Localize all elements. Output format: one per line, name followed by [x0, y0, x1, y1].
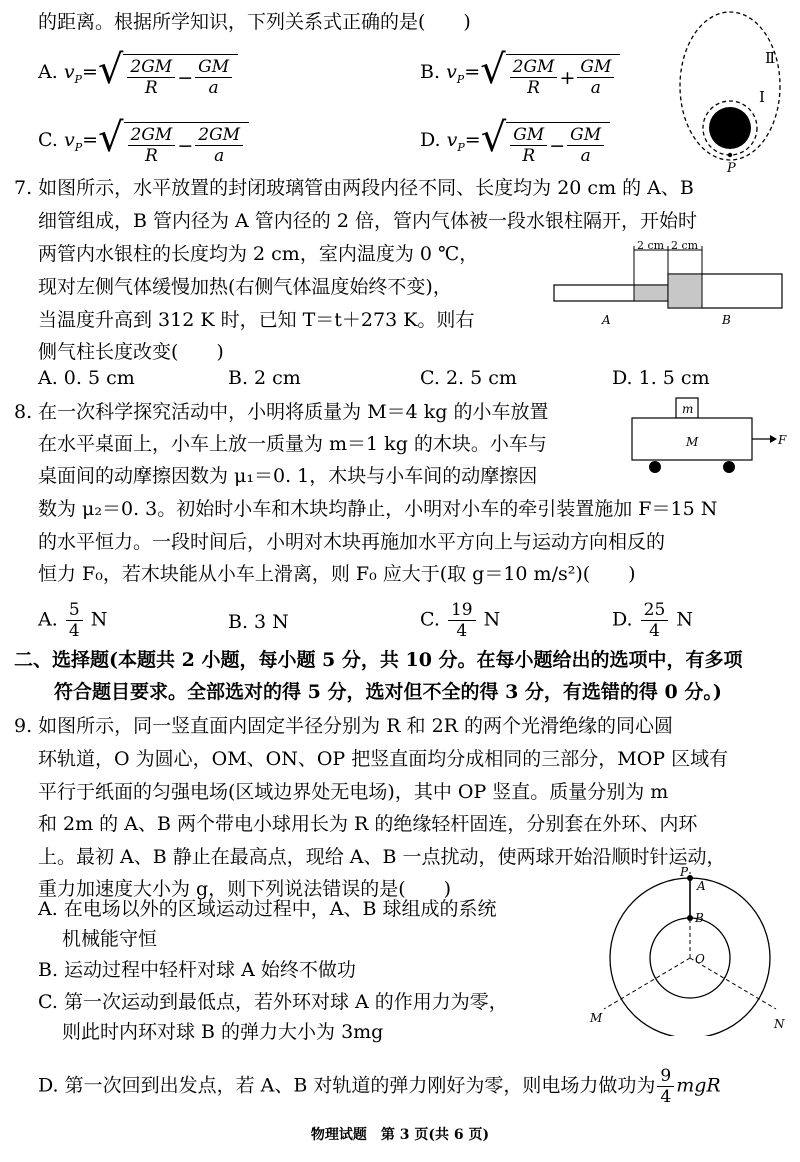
line-om	[604, 958, 690, 1009]
q7-option-a: A. 0. 5 cm	[38, 367, 135, 389]
q6-stem-tail: 的距离。根据所学知识，下列关系式正确的是( )	[38, 11, 471, 33]
q9-option-a-line-2: 机械能守恒	[62, 928, 158, 950]
q6-option-d: D. $v_P=$ √ $\frac{GM}{R}$ − $\frac{GM}{a}$	[420, 116, 610, 166]
mercury-b	[668, 274, 702, 308]
q9-line-2: 环轨道，O 为圆心，OM、ON、OP 把竖直面均分成相同的三部分，MOP 区域有	[38, 748, 729, 770]
q9-line-4: 和 2m 的 A、B 两个带电小球用长为 R 的绝缘轻杆固连，分别套在外环、内环	[38, 813, 698, 835]
label-cart-m: M	[686, 435, 699, 449]
q7-line-5: 当温度升高到 312 K 时，已知 T＝t＋273 K。则右	[38, 309, 475, 331]
q9-line-6: 重力加速度大小为 g，则下列说法错误的是( )	[38, 878, 452, 900]
wheel-right	[723, 461, 735, 473]
q7-line-3: 两管内水银柱的长度均为 2 cm，室内温度为 0 ℃，	[38, 243, 479, 265]
q7-option-c: C. 2. 5 cm	[420, 367, 517, 389]
q6-option-c: C. $v_P=$ √ $\frac{2GM}{R}$ − $\frac{2GM}{a}$	[38, 116, 249, 166]
q7-line-6: 侧气柱长度改变( )	[38, 341, 224, 363]
q9-option-a-line-1: A. 在电场以外的区域运动过程中，A、B 球组成的系统	[38, 898, 497, 920]
q7-line-4: 现对左侧气体缓慢加热(右侧气体温度始终不变)，	[38, 276, 452, 298]
q9-option-b: B. 运动过程中轻杆对球 A 始终不做功	[38, 959, 356, 981]
q8-line-2: 在水平桌面上，小车上放一质量为 m＝1 kg 的木块。小车与	[38, 433, 547, 455]
q9-ring-figure	[584, 866, 794, 1036]
label-force-f: F	[778, 433, 787, 447]
q8-line-3: 桌面间的动摩擦因数为 μ₁＝0. 1，木块与小车间的动摩擦因	[38, 465, 538, 487]
label-point-p: P	[727, 161, 736, 176]
q6-option-a-label: A.	[38, 61, 58, 83]
q8-line-4: 数为 μ₂＝0. 3。初始时小车和木块均静止，小明对小车的牵引装置施加 F＝15 N	[38, 498, 718, 520]
point-p	[728, 153, 732, 157]
q9-option-c-line-1: C. 第一次运动到最低点，若外环对球 A 的作用力为零，	[38, 991, 508, 1013]
label-a: A	[697, 879, 706, 893]
label-p: P	[680, 866, 689, 879]
q8-line-5: 的水平恒力。一段时间后，小明对木块再施加水平方向上与运动方向相反的	[38, 531, 666, 553]
label-b: B	[695, 911, 704, 925]
label-orbit-ii: Ⅱ	[765, 49, 776, 67]
planet-disc	[709, 107, 751, 149]
label-tube-b: B	[722, 313, 731, 327]
label-tube-a: A	[602, 313, 611, 327]
label-block-m: m	[682, 402, 694, 416]
q6-option-d-label: D.	[420, 129, 441, 151]
q7-line-2: 细管组成，B 管内径为 A 管内径的 2 倍，管内气体被一段水银柱隔开，开始时	[38, 210, 697, 232]
q7-option-b: B. 2 cm	[228, 367, 301, 389]
q7-line-1: 7. 如图所示，水平放置的封闭玻璃管由两段内径不同、长度均为 20 cm 的 A、B	[14, 177, 694, 199]
q8-cart-figure	[628, 394, 788, 480]
page-footer: 物理试题 第 3 页(共 6 页)	[310, 1127, 490, 1143]
q8-option-b: B. 3 N	[228, 611, 289, 633]
label-o: O	[695, 952, 705, 966]
q9-option-d: D. 第一次回到出发点，若 A、B 对轨道的弹力刚好为零，则电场力做功为 $\frac{9}{4}$ mgR	[38, 1066, 721, 1107]
q7-option-d: D. 1. 5 cm	[612, 367, 710, 389]
label-orbit-i: Ⅰ	[759, 88, 765, 106]
label-m: M	[590, 1011, 603, 1025]
wheel-left	[649, 461, 661, 473]
force-arrowhead	[770, 435, 777, 443]
q7-tube-figure	[550, 238, 790, 338]
q6-option-b: B. $v_P=$ √ $\frac{2GM}{R}$ + $\frac{GM}{a}$	[420, 48, 620, 98]
q6-option-a: A. $v_P=$ √ $\frac{2GM}{R}$ − $\frac{GM}{a}$	[38, 48, 238, 98]
q6-orbit-figure	[670, 6, 795, 176]
q6-option-b-label: B.	[420, 61, 441, 83]
q8-option-c: C. $\frac{19}{4}$ N	[420, 600, 501, 641]
q8-line-6: 恒力 F₀，若木块能从小车上滑离，则 F₀ 应大于(取 g＝10 m/s²)( )	[38, 563, 636, 585]
dim-label-left: 2 cm	[637, 239, 665, 252]
dim-label-right: 2 cm	[671, 239, 699, 252]
section-2-heading-line-1: 二、选择题(本题共 2 小题，每小题 5 分，共 10 分。在每小题给出的选项中，有多项	[14, 649, 743, 671]
q8-option-d: D. $\frac{25}{4}$ N	[612, 600, 693, 641]
label-n: N	[774, 1017, 785, 1031]
q9-line-5: 上。最初 A、B 静止在最高点，现给 A、B 一点扰动，使两球开始沿顺时针运动，	[38, 846, 726, 868]
q8-option-a: A. $\frac{5}{4}$ N	[38, 600, 108, 641]
section-2-heading-line-2: 符合题目要求。全部选对的得 5 分，选对但不全的得 3 分，有选错的得 0 分。)	[54, 681, 722, 703]
mercury-a	[634, 285, 668, 301]
q6-option-c-label: C.	[38, 129, 58, 151]
q9-line-3: 平行于纸面的匀强电场(区域边界处无电场)，其中 OP 竖直。质量分别为 m	[38, 781, 669, 803]
q8-line-1: 8. 在一次科学探究活动中，小明将质量为 M＝4 kg 的小车放置	[14, 401, 549, 423]
q9-line-1: 9. 如图所示，同一竖直面内固定半径分别为 R 和 2R 的两个光滑绝缘的同心圆	[14, 715, 674, 737]
ball-b	[687, 915, 693, 921]
q9-option-c-line-2: 则此时内环对球 B 的弹力大小为 3mg	[62, 1021, 384, 1043]
